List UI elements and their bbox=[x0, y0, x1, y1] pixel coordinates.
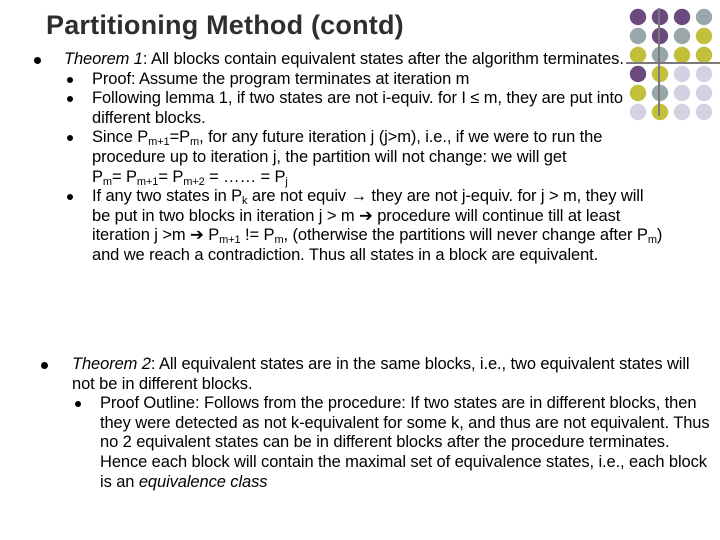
bullet-icon bbox=[67, 77, 73, 83]
decorative-dot bbox=[696, 9, 712, 25]
contradiction-item: If any two states in $P_k$ are not equiv → they are not j-equiv. for j > m, they will be put in two blocks in iteration j > m ➔ procedure will continue till at least iteration j >m ➔ $P_{m+1}$ != $P_m$, (otherwise the partitions will never change after $P_m$) and we reach a contradiction. Thus all states in a block are equivalent. bbox=[64, 187, 664, 265]
arrow-right-icon: → bbox=[350, 187, 367, 206]
decorative-dot bbox=[630, 9, 646, 25]
decorative-dot bbox=[674, 47, 690, 63]
decorative-dot bbox=[674, 104, 690, 120]
decorative-dot bbox=[674, 85, 690, 101]
decorative-dot bbox=[696, 47, 712, 63]
decorative-dot bbox=[652, 28, 668, 44]
decorative-dot bbox=[652, 9, 668, 25]
bullet-icon bbox=[41, 362, 48, 369]
decorative-dot bbox=[674, 66, 690, 82]
decorative-dot bbox=[674, 9, 690, 25]
lemma-item: Following lemma 1, if two states are not i-equiv. for I ≤ m, they are put into different blocks. bbox=[64, 89, 664, 128]
decorative-dot bbox=[696, 85, 712, 101]
theorem-2-label: Theorem 2 bbox=[72, 355, 151, 373]
partition-stable-item: Since $P_{m+1}=P_m$, for any future iteration j (j>m), i.e., if we were to run the procedure up to iteration j, the partition will not change: we will get $P_m= P_{m+1}= P_{m+2}$ = …… = $P_j$ bbox=[64, 128, 664, 187]
decorative-dot bbox=[696, 66, 712, 82]
bold-arrow-right-icon: ➔ bbox=[190, 226, 204, 245]
theorem-2-statement: Theorem 2: All equivalent states are in the same blocks, i.e., two equivalent states will not be in different blocks. bbox=[72, 355, 690, 393]
decorative-dot bbox=[696, 28, 712, 44]
proof-item: Proof: Assume the program terminates at iteration m bbox=[64, 70, 664, 90]
theorem-1-statement: Theorem 1: All blocks contain equivalent states after the algorithm terminates. bbox=[64, 50, 624, 68]
theorem-1-block bbox=[64, 50, 664, 266]
proof-outline-item: Proof Outline: Follows from the procedure: If two states are in different blocks, then they were detected as not k-equivalent for some k, and thus are not equivalent. Thus no 2 equivalent states can be in different blocks after the procedure terminates. Hence each block will contain the maximal set of equivalence states, i.e., each block is an equivalence class bbox=[72, 394, 712, 492]
bold-arrow-right-icon: ➔ bbox=[359, 206, 373, 225]
bullet-icon bbox=[67, 135, 73, 141]
bullet-icon bbox=[67, 96, 73, 102]
partition-equation: $P_m= P_{m+1}= P_{m+2}$ = …… = $P_j$ bbox=[92, 167, 288, 188]
theorem-1-label: Theorem 1 bbox=[64, 50, 143, 68]
bullet-icon bbox=[75, 401, 81, 407]
decorative-dot bbox=[696, 104, 712, 120]
decorative-dot bbox=[674, 28, 690, 44]
proof-label: Proof bbox=[92, 69, 131, 88]
bullet-icon bbox=[67, 194, 73, 200]
theorem-2-block bbox=[72, 355, 712, 492]
equivalence-class-term: equivalence class bbox=[138, 472, 268, 491]
slide-title: Partitioning Method (contd) bbox=[46, 10, 404, 40]
bullet-icon bbox=[34, 57, 41, 64]
decorative-dot bbox=[630, 28, 646, 44]
